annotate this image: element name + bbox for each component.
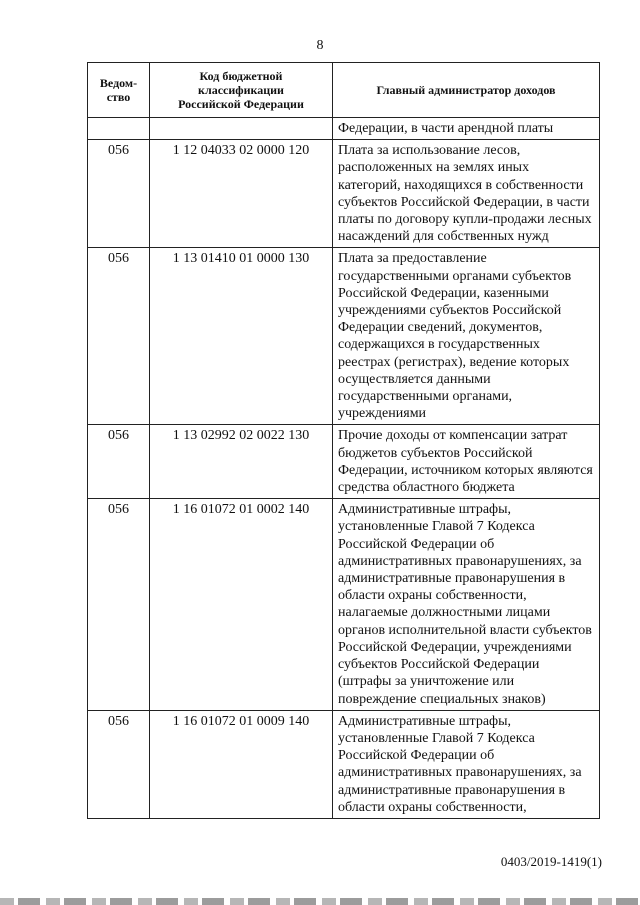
cell-dept: 056: [88, 140, 150, 248]
table-row: [88, 248, 600, 425]
cell-code: 1 16 01072 01 0009 140: [150, 710, 333, 818]
header-admin: [333, 63, 600, 118]
cell-code: 1 12 04033 02 0000 120: [150, 140, 333, 248]
page-number: 8: [316, 38, 324, 53]
cell-dept: [88, 118, 150, 140]
header-code-label: Код бюджетной классификации Российской Федерации: [178, 69, 304, 111]
table-row-continued: [88, 118, 600, 140]
scan-edge-artifact: [0, 898, 640, 905]
table-row: [88, 140, 600, 248]
budget-revenue-table: [87, 62, 600, 819]
header-dept-label: Ведом- ство: [99, 76, 138, 104]
cell-code: 1 13 01410 01 0000 130: [150, 248, 333, 425]
cell-dept: 056: [88, 710, 150, 818]
cell-desc: Федерации, в части арендной платы: [333, 118, 600, 140]
header-admin-label: Главный администратор доходов: [376, 83, 556, 97]
table-row: [88, 710, 600, 818]
header-code: [150, 63, 333, 118]
cell-desc: Прочие доходы от компенсации затрат бюджетов субъектов Российской Федерации, источником которых являются средства областного бюджета: [333, 425, 600, 499]
table-row: [88, 499, 600, 710]
cell-desc: Плата за использование лесов, расположенных на землях иных категорий, находящихся в собственности субъектов Российской Федерации, в части платы по договору купли-продажи лесных насаждений для собственных нужд: [333, 140, 600, 248]
cell-code: [150, 118, 333, 140]
cell-code: 1 13 02992 02 0022 130: [150, 425, 333, 499]
table-row: [88, 425, 600, 499]
cell-dept: 056: [88, 248, 150, 425]
cell-desc: Административные штрафы, установленные Главой 7 Кодекса Российской Федерации об административных правонарушениях, за административные правонарушения в области охраны собственности,: [333, 710, 600, 818]
document-footer-code: 0403/2019-1419(1): [500, 854, 602, 869]
cell-dept: 056: [88, 499, 150, 710]
header-dept: [88, 63, 150, 118]
table-header-row: [88, 63, 600, 118]
cell-desc: Административные штрафы, установленные Главой 7 Кодекса Российской Федерации об административных правонарушениях, за административные правонарушения в области охраны собственности, налагаемые должностными лицами органов исполнительной власти субъектов Российской Федерации, учреждениями субъектов Российской Федерации (штрафы за уничтожение или повреждение специальных знаков): [333, 499, 600, 710]
cell-desc: Плата за предоставление государственными органами субъектов Российской Федерации, казенными учреждениями субъектов Российской Федерации сведений, документов, содержащихся в государственных реестрах (регистрах), ведение которых осуществляется данными государственными органами, учреждениями: [333, 248, 600, 425]
cell-code: 1 16 01072 01 0002 140: [150, 499, 333, 710]
cell-dept: 056: [88, 425, 150, 499]
